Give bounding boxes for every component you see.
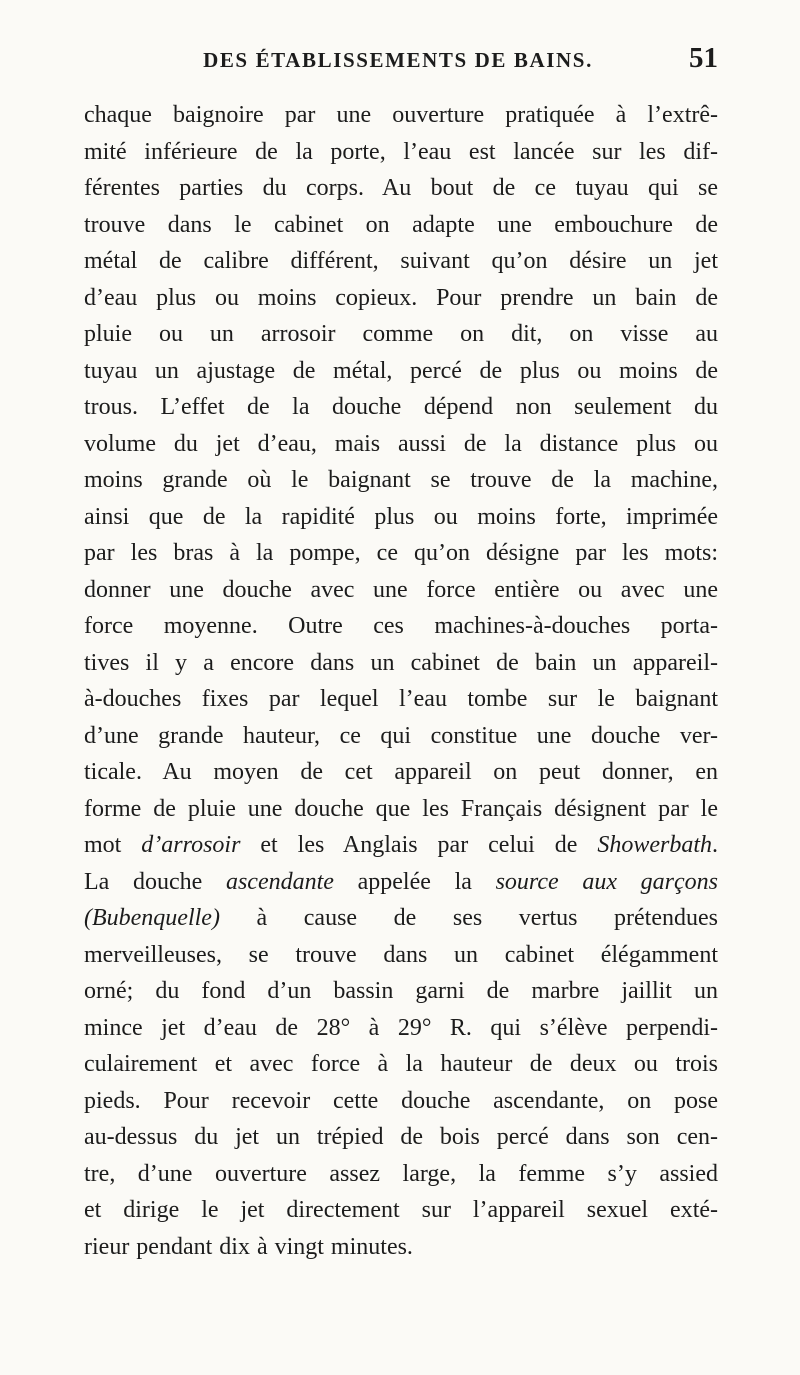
text-line [84,243,718,280]
text-segment: moins grande où le baignant se trouve de la machine, [84,467,718,493]
text-segment: et les Anglais par celui de [240,832,598,858]
text-segment: rieur pendant dix à vingt minutes. [84,1233,413,1260]
italic-term: d’arrosoir [141,832,241,858]
text-line [84,1156,718,1193]
text-segment: métal de calibre différent, suivant qu’on désire un jet [84,248,718,274]
text-segment: merveilleuses, se trouve dans un cabinet élégamment [84,941,718,968]
text-line [84,97,718,134]
text-line [84,207,718,244]
text-line [84,1192,718,1229]
text-line [84,1010,718,1047]
text-segment: trouve dans le cabinet on adapte une embouchure de [84,211,718,238]
text-line [84,937,718,974]
italic-term: Showerbath [597,832,712,858]
text-segment: donner une douche avec une force entière ou avec une [84,576,718,603]
text-segment: La douche [84,868,226,895]
text-segment: orné; du fond d’un bassin garni de marbre jaillit un [84,978,718,1004]
text-segment: chaque baignoire par une ouverture pratiquée à l’extrê- [84,102,718,128]
text-line [84,645,718,682]
italic-term: (Bubenquelle) [84,905,220,931]
text-segment: au-dessus du jet un trépied de bois percé dans son cen- [84,1124,718,1150]
text-segment: ainsi que de la rapidité plus ou moins forte, imprimée [84,503,718,530]
text-segment: tives il y a encore dans un cabinet de bain un appareil- [84,649,718,676]
text-line [84,572,718,609]
text-line [84,353,718,390]
text-line [84,499,718,536]
text-line [84,389,718,426]
text-segment: culairement et avec force à la hauteur de deux ou trois [84,1051,718,1077]
text-segment: mince jet d’eau de 28° à 29° R. qui s’élève perpendi- [84,1014,718,1041]
text-line [84,754,718,791]
text-segment: d’une grande hauteur, ce qui constitue une douche ver- [84,722,718,749]
text-line [84,864,718,901]
text-line [84,791,718,828]
text-segment: mité inférieure de la porte, l’eau est lancée sur les dif- [84,138,718,165]
text-line [84,462,718,499]
running-title: DES ÉTABLISSEMENTS DE BAINS. [203,48,593,72]
text-line [84,1119,718,1156]
text-segment: et dirige le jet directement sur l’appareil sexuel exté- [84,1197,718,1223]
text-line [84,134,718,171]
italic-term: ascendante [225,868,334,895]
text-line [84,827,718,864]
text-line [84,1229,718,1266]
text-segment: appelée la [333,868,496,895]
text-segment: . [712,832,718,858]
text-segment: pieds. Pour recevoir cette douche ascendante, on pose [84,1087,718,1114]
text-segment: férentes parties du corps. Au bout de ce tuyau qui se [84,175,718,201]
text-segment: volume du jet d’eau, mais aussi de la distance plus ou [84,430,718,457]
text-segment: à-douches fixes par lequel l’eau tombe sur le baignant [84,686,718,712]
text-segment: trous. L’effet de la douche dépend non seulement du [84,394,718,420]
text-segment: tuyau un ajustage de métal, percé de plus ou moins de [84,357,718,384]
page-number: 51 [689,42,718,74]
text-segment: tre, d’une ouverture assez large, la femme s’y assied [84,1160,718,1187]
text-line [84,535,718,572]
body-text [84,97,718,1265]
text-segment: à cause de ses vertus prétendues [219,905,718,931]
text-segment: d’eau plus ou moins copieux. Pour prendre un bain de [84,284,718,311]
text-line [84,170,718,207]
italic-term: source aux garçons [495,868,718,895]
text-segment: ticale. Au moyen de cet appareil on peut donner, en [84,759,718,785]
text-line [84,718,718,755]
text-line [84,1083,718,1120]
text-line [84,608,718,645]
text-line [84,973,718,1010]
running-head [78,42,718,82]
text-segment: forme de pluie une douche que les Français désignent par le [84,795,718,822]
text-line [84,426,718,463]
text-line [84,316,718,353]
text-line [84,900,718,937]
text-segment: par les bras à la pompe, ce qu’on désigne par les mots: [84,540,718,566]
text-segment: pluie ou un arrosoir comme on dit, on visse au [84,321,718,347]
text-segment: force moyenne. Outre ces machines-à-douches porta- [84,613,718,639]
text-segment: mot [84,832,142,858]
text-line [84,280,718,317]
text-line [84,681,718,718]
text-line [84,1046,718,1083]
